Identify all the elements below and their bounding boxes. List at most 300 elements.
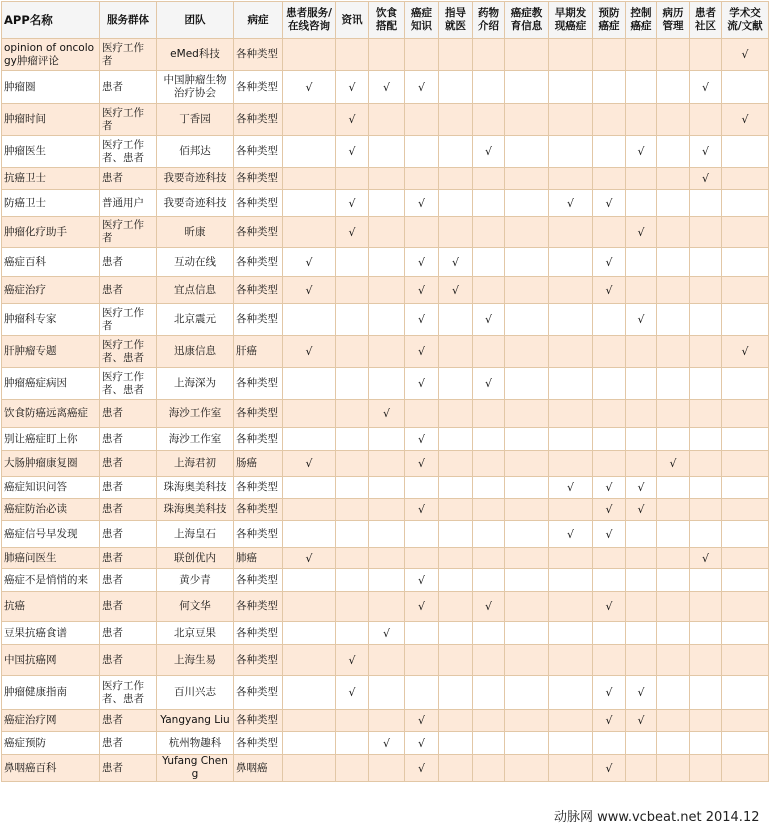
check-cell-online-consult — [283, 569, 336, 592]
check-cell-diet — [369, 304, 405, 336]
check-cell-academic-exchange — [722, 755, 769, 782]
check-mark-icon: √ — [305, 255, 313, 269]
check-cell-patient-community — [690, 710, 722, 732]
check-cell-early-detection — [549, 136, 593, 168]
check-cell-online-consult — [283, 248, 336, 277]
check-mark-icon: √ — [382, 80, 390, 94]
check-mark-icon: √ — [305, 283, 313, 297]
check-cell-early-detection — [549, 336, 593, 368]
check-cell-medical-guide — [439, 521, 473, 548]
check-cell-online-consult — [283, 428, 336, 451]
check-cell-prevention — [593, 645, 626, 676]
check-cell-online-consult — [283, 622, 336, 645]
check-cell-drug-info — [473, 499, 505, 521]
check-cell-prevention — [593, 368, 626, 400]
header-news: 资讯 — [336, 2, 369, 39]
check-cell-early-detection — [549, 710, 593, 732]
check-cell-cancer-knowledge — [405, 190, 439, 217]
check-cell-early-detection — [549, 248, 593, 277]
app-name-cell: 癌症百科 — [2, 248, 100, 277]
service-group-cell: 患者 — [100, 622, 157, 645]
check-mark-icon: √ — [417, 600, 425, 613]
check-cell-cancer-education — [505, 400, 549, 428]
app-name-cell: 鼻咽癌百科 — [2, 755, 100, 782]
table-row — [2, 499, 769, 521]
check-mark-icon: √ — [637, 481, 645, 494]
check-cell-academic-exchange — [722, 477, 769, 499]
team-cell: 丁香园 — [157, 104, 234, 136]
check-mark-icon: √ — [305, 345, 313, 358]
check-cell-cancer-knowledge — [405, 451, 439, 477]
check-mark-icon: √ — [741, 113, 749, 126]
team-cell: 迅康信息 — [157, 336, 234, 368]
table-row — [2, 732, 769, 755]
check-mark-icon: √ — [637, 503, 645, 516]
check-mark-icon: √ — [417, 377, 425, 390]
check-cell-news — [336, 71, 369, 104]
check-cell-early-detection — [549, 477, 593, 499]
check-cell-prevention — [593, 592, 626, 622]
check-cell-early-detection — [549, 400, 593, 428]
check-cell-medical-guide — [439, 217, 473, 248]
check-cell-drug-info — [473, 548, 505, 569]
check-cell-cancer-education — [505, 451, 549, 477]
service-group-cell: 患者 — [100, 521, 157, 548]
check-mark-icon: √ — [605, 196, 613, 210]
check-cell-prevention — [593, 104, 626, 136]
app-name-cell: 癌症治疗网 — [2, 710, 100, 732]
check-cell-control — [626, 477, 657, 499]
team-cell: Yufang Cheng — [157, 755, 234, 782]
team-cell: 上海皇石 — [157, 521, 234, 548]
check-cell-prevention — [593, 217, 626, 248]
check-cell-control — [626, 104, 657, 136]
service-group-cell: 患者 — [100, 71, 157, 104]
check-cell-control — [626, 710, 657, 732]
check-cell-prevention — [593, 521, 626, 548]
team-cell: 北京豆果 — [157, 622, 234, 645]
table-row — [2, 622, 769, 645]
check-cell-record-management — [657, 336, 690, 368]
check-cell-news — [336, 104, 369, 136]
check-cell-drug-info — [473, 168, 505, 190]
check-cell-cancer-education — [505, 304, 549, 336]
app-name-cell: 中国抗癌网 — [2, 645, 100, 676]
check-cell-medical-guide — [439, 622, 473, 645]
check-mark-icon: √ — [701, 145, 709, 158]
check-cell-news — [336, 136, 369, 168]
disease-cell: 各种类型 — [234, 676, 283, 710]
check-mark-icon: √ — [417, 761, 425, 775]
check-mark-icon: √ — [417, 432, 425, 446]
check-cell-cancer-knowledge — [405, 499, 439, 521]
check-cell-cancer-knowledge — [405, 569, 439, 592]
check-mark-icon: √ — [484, 600, 492, 613]
check-cell-news — [336, 248, 369, 277]
check-cell-record-management — [657, 592, 690, 622]
check-cell-academic-exchange — [722, 71, 769, 104]
check-cell-patient-community — [690, 336, 722, 368]
service-group-cell: 患者 — [100, 248, 157, 277]
check-mark-icon: √ — [484, 145, 492, 158]
app-name-cell: 肿瘤医生 — [2, 136, 100, 168]
check-cell-control — [626, 569, 657, 592]
check-mark-icon: √ — [605, 761, 613, 775]
check-cell-medical-guide — [439, 136, 473, 168]
check-cell-drug-info — [473, 622, 505, 645]
check-cell-online-consult — [283, 548, 336, 569]
check-cell-control — [626, 622, 657, 645]
check-cell-control — [626, 592, 657, 622]
check-cell-prevention — [593, 71, 626, 104]
disease-cell: 各种类型 — [234, 136, 283, 168]
check-mark-icon: √ — [417, 345, 425, 358]
check-cell-news — [336, 622, 369, 645]
check-cell-cancer-education — [505, 676, 549, 710]
check-cell-medical-guide — [439, 368, 473, 400]
check-cell-academic-exchange — [722, 499, 769, 521]
check-cell-online-consult — [283, 304, 336, 336]
team-cell: 我要奇迹科技 — [157, 168, 234, 190]
service-group-cell: 医疗工作者 — [100, 304, 157, 336]
check-cell-cancer-education — [505, 622, 549, 645]
check-cell-drug-info — [473, 477, 505, 499]
check-cell-control — [626, 168, 657, 190]
check-cell-prevention — [593, 622, 626, 645]
check-cell-academic-exchange — [722, 521, 769, 548]
check-cell-medical-guide — [439, 451, 473, 477]
check-mark-icon: √ — [741, 345, 749, 358]
disease-cell: 各种类型 — [234, 190, 283, 217]
check-cell-online-consult — [283, 710, 336, 732]
check-cell-cancer-knowledge — [405, 336, 439, 368]
disease-cell: 鼻咽癌 — [234, 755, 283, 782]
check-cell-medical-guide — [439, 477, 473, 499]
check-cell-record-management — [657, 217, 690, 248]
check-cell-cancer-education — [505, 477, 549, 499]
check-cell-drug-info — [473, 710, 505, 732]
check-cell-academic-exchange — [722, 368, 769, 400]
service-group-cell: 患者 — [100, 451, 157, 477]
header-row — [2, 2, 769, 39]
check-cell-control — [626, 451, 657, 477]
check-cell-diet — [369, 499, 405, 521]
check-cell-academic-exchange — [722, 645, 769, 676]
check-cell-diet — [369, 755, 405, 782]
check-cell-academic-exchange — [722, 190, 769, 217]
check-cell-prevention — [593, 304, 626, 336]
check-cell-diet — [369, 569, 405, 592]
check-cell-early-detection — [549, 104, 593, 136]
team-cell: 杭州物趣科 — [157, 732, 234, 755]
check-cell-early-detection — [549, 732, 593, 755]
check-mark-icon: √ — [605, 686, 613, 699]
check-cell-academic-exchange — [722, 277, 769, 304]
check-cell-record-management — [657, 499, 690, 521]
check-cell-patient-community — [690, 136, 722, 168]
check-mark-icon: √ — [417, 196, 425, 210]
check-cell-record-management — [657, 304, 690, 336]
app-name-cell: 大肠肿瘤康复圈 — [2, 451, 100, 477]
check-cell-online-consult — [283, 451, 336, 477]
check-mark-icon: √ — [605, 481, 613, 494]
check-mark-icon: √ — [605, 714, 613, 727]
check-cell-cancer-education — [505, 336, 549, 368]
check-cell-drug-info — [473, 428, 505, 451]
check-mark-icon: √ — [701, 80, 709, 94]
service-group-cell: 患者 — [100, 428, 157, 451]
app-name-cell: 肿瘤时间 — [2, 104, 100, 136]
check-cell-academic-exchange — [722, 104, 769, 136]
table-row — [2, 168, 769, 190]
header-team: 团队 — [157, 2, 234, 39]
check-cell-prevention — [593, 136, 626, 168]
check-mark-icon: √ — [417, 573, 425, 587]
check-cell-cancer-education — [505, 755, 549, 782]
check-cell-news — [336, 277, 369, 304]
check-cell-early-detection — [549, 451, 593, 477]
disease-cell: 各种类型 — [234, 622, 283, 645]
check-cell-online-consult — [283, 477, 336, 499]
check-cell-academic-exchange — [722, 168, 769, 190]
team-cell: 上海生易 — [157, 645, 234, 676]
disease-cell: 各种类型 — [234, 248, 283, 277]
check-cell-online-consult — [283, 217, 336, 248]
check-cell-drug-info — [473, 569, 505, 592]
check-mark-icon: √ — [348, 196, 356, 210]
check-cell-medical-guide — [439, 569, 473, 592]
check-cell-early-detection — [549, 277, 593, 304]
table-row — [2, 136, 769, 168]
check-cell-diet — [369, 521, 405, 548]
disease-cell: 各种类型 — [234, 368, 283, 400]
check-mark-icon: √ — [417, 457, 425, 470]
check-cell-early-detection — [549, 217, 593, 248]
check-cell-record-management — [657, 368, 690, 400]
service-group-cell: 患者 — [100, 710, 157, 732]
check-mark-icon: √ — [417, 283, 425, 297]
app-name-cell: 肿瘤癌症病因 — [2, 368, 100, 400]
table-row — [2, 569, 769, 592]
check-mark-icon: √ — [348, 653, 356, 667]
check-cell-record-management — [657, 248, 690, 277]
check-cell-drug-info — [473, 451, 505, 477]
check-cell-online-consult — [283, 521, 336, 548]
check-cell-control — [626, 39, 657, 71]
table-row — [2, 676, 769, 710]
check-cell-news — [336, 368, 369, 400]
service-group-cell: 医疗工作者 — [100, 39, 157, 71]
check-mark-icon: √ — [637, 145, 645, 158]
table-row — [2, 400, 769, 428]
check-cell-cancer-education — [505, 368, 549, 400]
team-cell: 珠海奥美科技 — [157, 477, 234, 499]
check-cell-medical-guide — [439, 71, 473, 104]
team-cell: 互动在线 — [157, 248, 234, 277]
check-cell-cancer-education — [505, 104, 549, 136]
check-cell-medical-guide — [439, 104, 473, 136]
check-mark-icon: √ — [701, 172, 709, 185]
disease-cell: 肺癌 — [234, 548, 283, 569]
disease-cell: 各种类型 — [234, 428, 283, 451]
check-cell-diet — [369, 428, 405, 451]
check-cell-patient-community — [690, 548, 722, 569]
check-cell-patient-community — [690, 428, 722, 451]
check-cell-academic-exchange — [722, 217, 769, 248]
check-cell-early-detection — [549, 592, 593, 622]
team-cell: eMed科技 — [157, 39, 234, 71]
check-cell-record-management — [657, 428, 690, 451]
check-cell-control — [626, 190, 657, 217]
check-cell-patient-community — [690, 755, 722, 782]
check-cell-record-management — [657, 477, 690, 499]
check-cell-drug-info — [473, 336, 505, 368]
check-cell-medical-guide — [439, 400, 473, 428]
check-cell-prevention — [593, 428, 626, 451]
check-cell-record-management — [657, 569, 690, 592]
app-name-cell: 防癌卫士 — [2, 190, 100, 217]
check-cell-cancer-education — [505, 190, 549, 217]
check-mark-icon: √ — [305, 457, 313, 470]
check-mark-icon: √ — [637, 225, 645, 239]
header-cancer-education: 癌症教育信息 — [505, 2, 549, 39]
check-cell-medical-guide — [439, 248, 473, 277]
check-cell-diet — [369, 136, 405, 168]
check-mark-icon: √ — [348, 80, 356, 94]
check-cell-diet — [369, 39, 405, 71]
check-cell-control — [626, 732, 657, 755]
table-row — [2, 71, 769, 104]
check-cell-diet — [369, 168, 405, 190]
check-cell-cancer-knowledge — [405, 71, 439, 104]
table-row — [2, 710, 769, 732]
check-cell-academic-exchange — [722, 548, 769, 569]
header-academic-exchange: 学术交流/文献 — [722, 2, 769, 39]
check-cell-academic-exchange — [722, 676, 769, 710]
check-cell-news — [336, 521, 369, 548]
check-mark-icon: √ — [605, 255, 613, 269]
check-cell-cancer-knowledge — [405, 676, 439, 710]
check-mark-icon: √ — [382, 407, 390, 420]
check-cell-control — [626, 277, 657, 304]
team-cell: 珠海奥美科技 — [157, 499, 234, 521]
service-group-cell: 医疗工作者、患者 — [100, 136, 157, 168]
check-mark-icon: √ — [741, 48, 749, 61]
check-cell-prevention — [593, 400, 626, 428]
check-cell-cancer-knowledge — [405, 548, 439, 569]
team-cell: 上海君初 — [157, 451, 234, 477]
check-cell-patient-community — [690, 104, 722, 136]
table-row — [2, 39, 769, 71]
app-name-cell: 癌症知识问答 — [2, 477, 100, 499]
check-cell-medical-guide — [439, 732, 473, 755]
header-record-management: 病历管理 — [657, 2, 690, 39]
check-cell-control — [626, 248, 657, 277]
check-cell-cancer-education — [505, 732, 549, 755]
check-cell-cancer-education — [505, 277, 549, 304]
check-cell-medical-guide — [439, 548, 473, 569]
check-cell-online-consult — [283, 277, 336, 304]
service-group-cell: 医疗工作者、患者 — [100, 336, 157, 368]
check-cell-cancer-knowledge — [405, 168, 439, 190]
check-cell-medical-guide — [439, 304, 473, 336]
service-group-cell: 医疗工作者、患者 — [100, 368, 157, 400]
check-mark-icon: √ — [348, 225, 356, 239]
check-cell-early-detection — [549, 428, 593, 451]
check-mark-icon: √ — [605, 600, 613, 613]
check-cell-record-management — [657, 451, 690, 477]
check-cell-early-detection — [549, 548, 593, 569]
check-cell-patient-community — [690, 569, 722, 592]
service-group-cell: 医疗工作者 — [100, 104, 157, 136]
check-cell-early-detection — [549, 755, 593, 782]
check-cell-medical-guide — [439, 710, 473, 732]
check-cell-patient-community — [690, 732, 722, 755]
check-cell-news — [336, 732, 369, 755]
service-group-cell: 患者 — [100, 732, 157, 755]
check-cell-cancer-education — [505, 168, 549, 190]
check-cell-drug-info — [473, 277, 505, 304]
check-cell-control — [626, 645, 657, 676]
check-cell-control — [626, 136, 657, 168]
check-mark-icon: √ — [348, 113, 356, 126]
check-cell-diet — [369, 336, 405, 368]
table-row — [2, 755, 769, 782]
check-mark-icon: √ — [605, 503, 613, 516]
service-group-cell: 普通用户 — [100, 190, 157, 217]
disease-cell: 肝癌 — [234, 336, 283, 368]
check-cell-cancer-education — [505, 499, 549, 521]
disease-cell: 各种类型 — [234, 477, 283, 499]
check-cell-cancer-education — [505, 548, 549, 569]
check-cell-news — [336, 645, 369, 676]
team-cell: 黄少青 — [157, 569, 234, 592]
check-cell-diet — [369, 104, 405, 136]
check-cell-prevention — [593, 277, 626, 304]
app-name-cell: 抗癌 — [2, 592, 100, 622]
app-name-cell: 癌症预防 — [2, 732, 100, 755]
check-cell-patient-community — [690, 190, 722, 217]
table-row — [2, 592, 769, 622]
check-cell-prevention — [593, 569, 626, 592]
check-cell-prevention — [593, 710, 626, 732]
check-cell-diet — [369, 451, 405, 477]
check-cell-drug-info — [473, 592, 505, 622]
check-cell-academic-exchange — [722, 710, 769, 732]
service-group-cell: 患者 — [100, 477, 157, 499]
check-cell-online-consult — [283, 368, 336, 400]
check-mark-icon: √ — [417, 313, 425, 326]
disease-cell: 各种类型 — [234, 104, 283, 136]
check-cell-online-consult — [283, 39, 336, 71]
check-mark-icon: √ — [348, 145, 356, 158]
check-cell-control — [626, 217, 657, 248]
team-cell: 海沙工作室 — [157, 428, 234, 451]
check-cell-drug-info — [473, 71, 505, 104]
table-row — [2, 451, 769, 477]
disease-cell: 各种类型 — [234, 304, 283, 336]
check-cell-patient-community — [690, 39, 722, 71]
check-cell-online-consult — [283, 104, 336, 136]
check-cell-academic-exchange — [722, 592, 769, 622]
check-cell-cancer-knowledge — [405, 645, 439, 676]
check-cell-academic-exchange — [722, 732, 769, 755]
check-cell-drug-info — [473, 755, 505, 782]
check-cell-record-management — [657, 71, 690, 104]
table-row — [2, 548, 769, 569]
team-cell: 联创优内 — [157, 548, 234, 569]
header-prevention: 预防癌症 — [593, 2, 626, 39]
